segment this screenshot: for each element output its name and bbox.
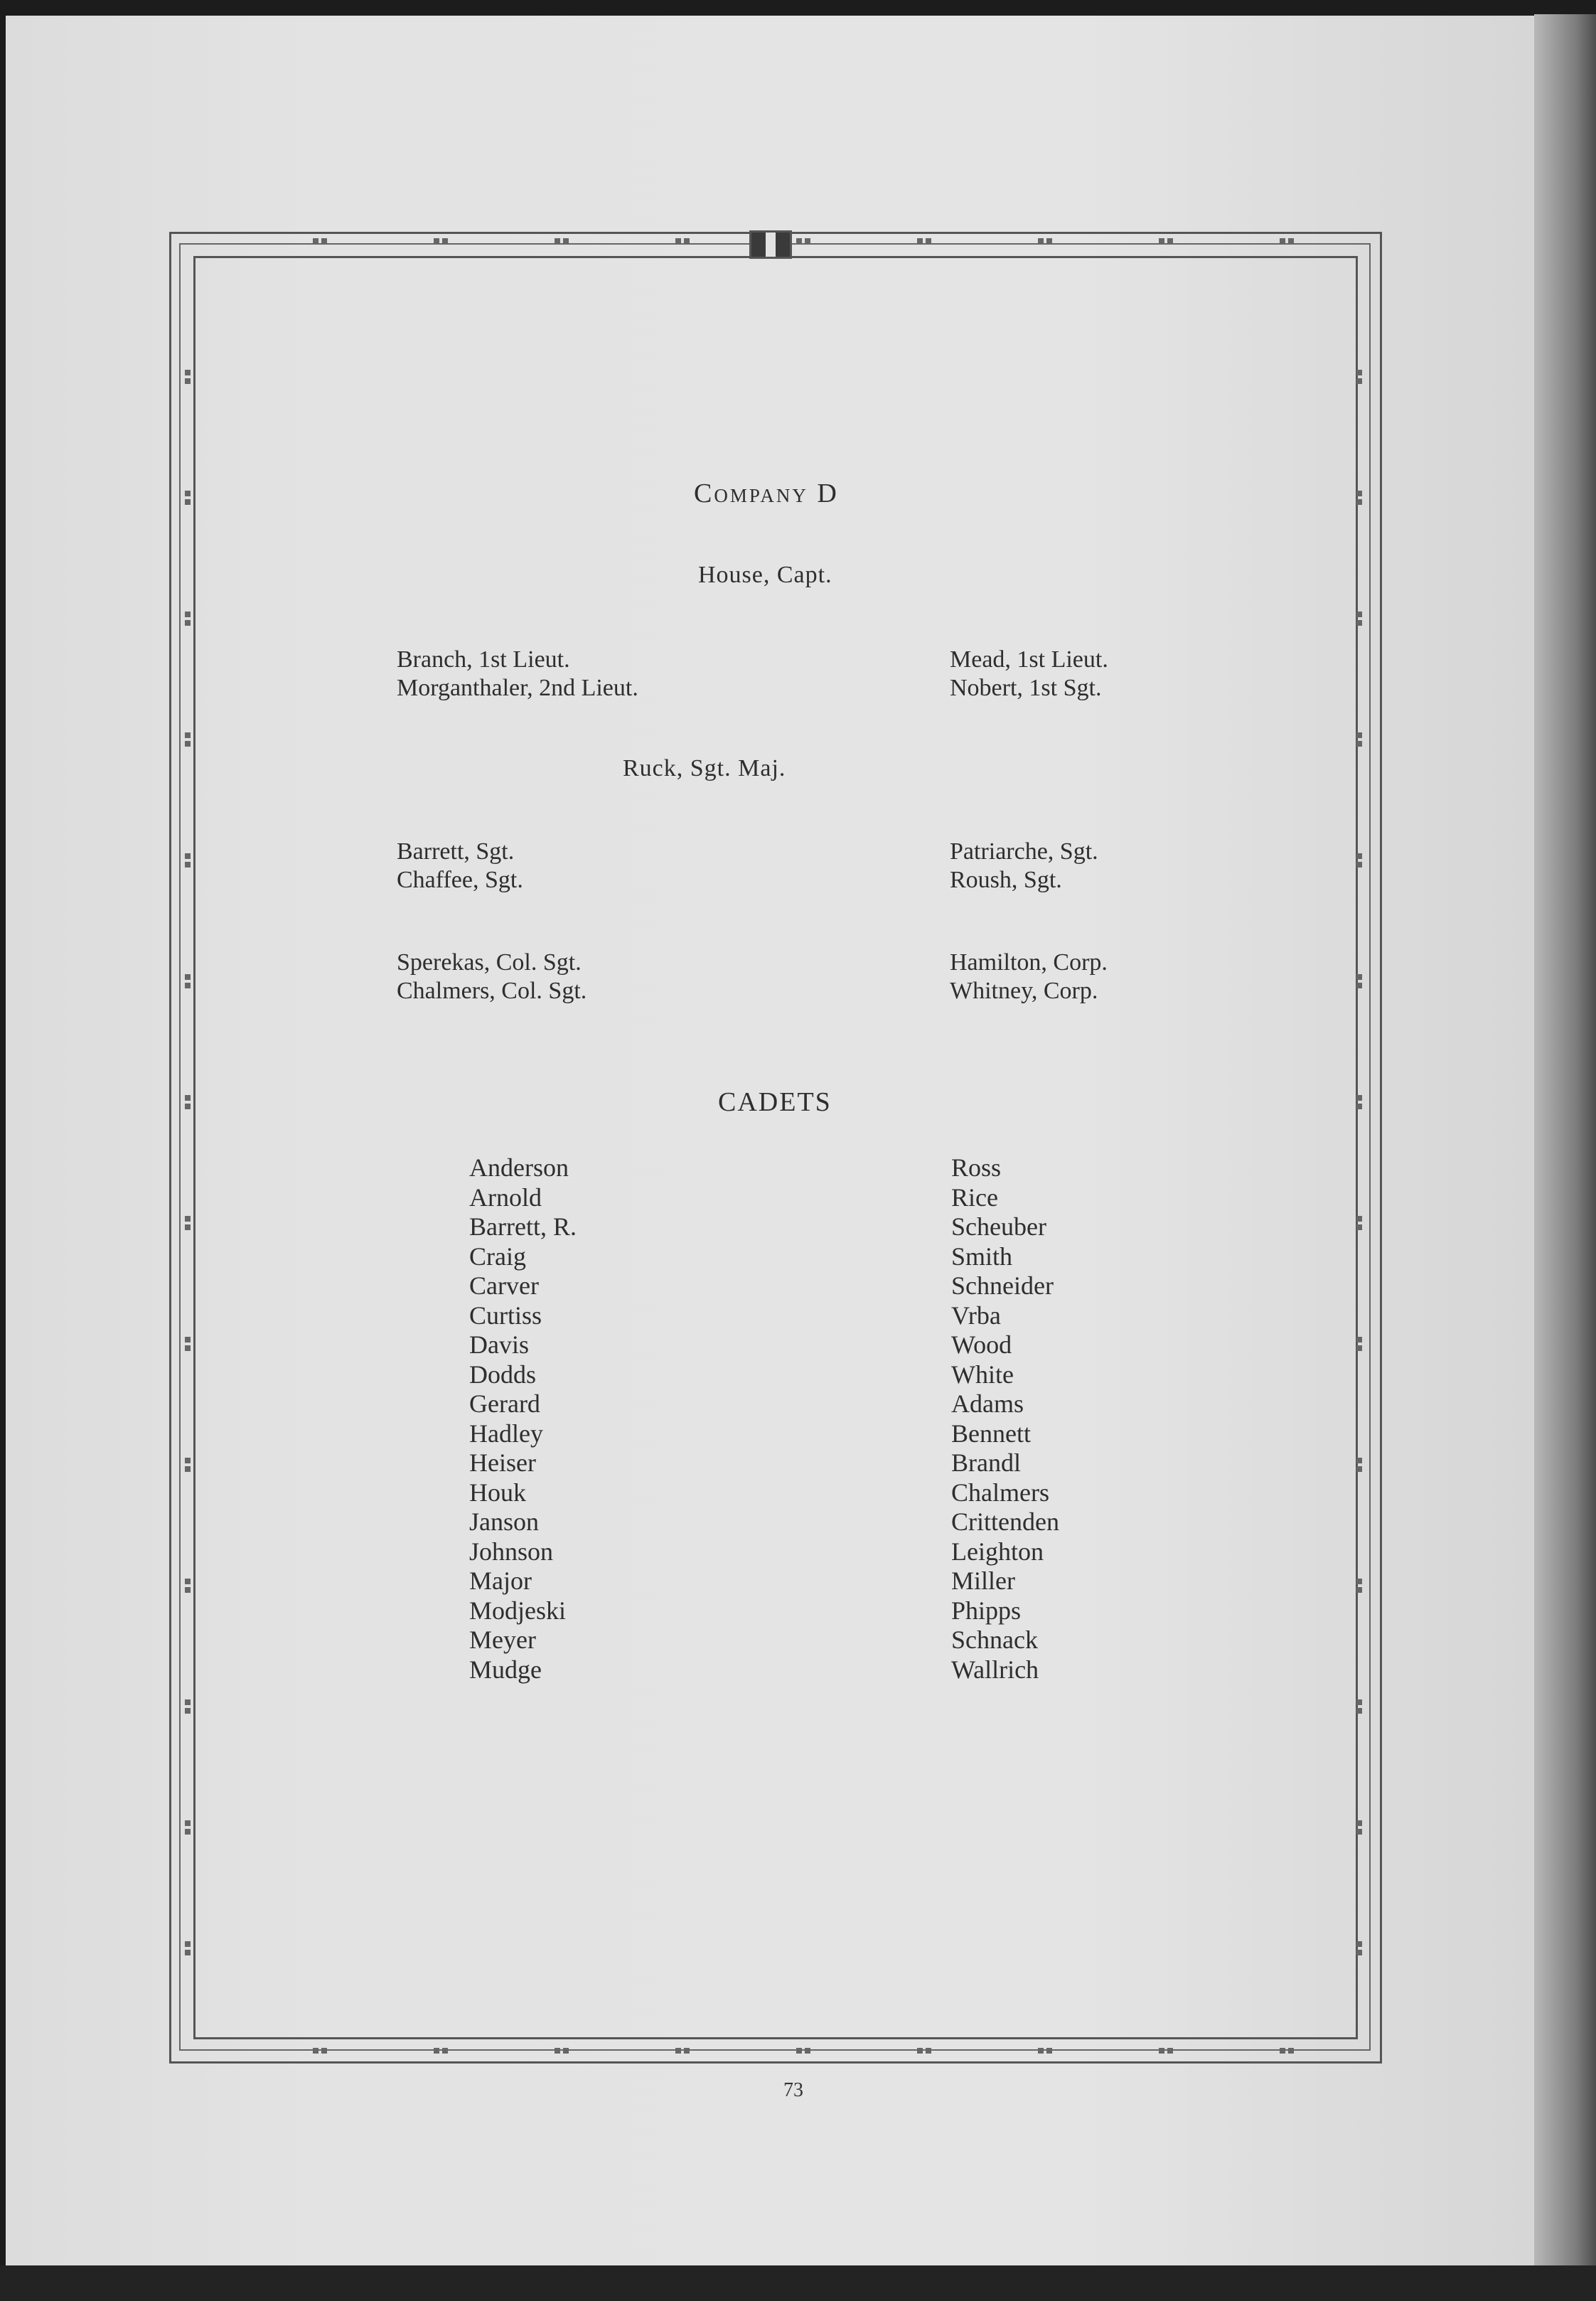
border-center-ornament [749, 230, 792, 259]
cadet-name: Mudge [469, 1655, 542, 1684]
sergeant-entry: Barrett, Sgt. [397, 838, 515, 865]
cadet-name: Dodds [469, 1360, 537, 1389]
company-title [694, 478, 839, 509]
sergeants-left [397, 838, 523, 895]
corporal-entry: Hamilton, Corp. [950, 949, 1108, 976]
cadet-name: Chalmers [951, 1478, 1049, 1507]
color-sergeant-entry: Sperekas, Col. Sgt. [397, 949, 582, 976]
officer-entry: Morganthaler, 2nd Lieut. [397, 675, 638, 701]
sergeant-entry: Patriarche, Sgt. [950, 838, 1098, 865]
cadet-name: Wallrich [951, 1655, 1039, 1684]
cadets-heading: CADETS [718, 1087, 832, 1117]
cadet-name: Miller [951, 1566, 1015, 1595]
cadet-name: Gerard [469, 1389, 540, 1418]
sergeant-entry: Chaffee, Sgt. [397, 867, 523, 893]
cadet-name: Janson [469, 1507, 539, 1536]
officer-entry: Branch, 1st Lieut. [397, 646, 570, 673]
cadet-name: Scheuber [951, 1212, 1046, 1241]
cadet-name: Heiser [469, 1448, 536, 1477]
corporal-entry: Whitney, Corp. [950, 978, 1098, 1004]
border-ornament-bottom [213, 2048, 1337, 2054]
cadet-name: Bennett [951, 1419, 1031, 1448]
cadet-name: Major [469, 1566, 532, 1595]
captain: House, Capt. [698, 562, 832, 588]
cadet-name: Hadley [469, 1419, 543, 1448]
cadet-name: Vrba [951, 1301, 1001, 1330]
sergeants-right [950, 838, 1098, 895]
sergeant-entry: Roush, Sgt. [950, 867, 1062, 893]
cadet-name: Craig [469, 1242, 526, 1271]
cadet-name: Johnson [469, 1537, 554, 1566]
corporals-right [950, 949, 1108, 1005]
officer-entry: Nobert, 1st Sgt. [950, 675, 1102, 701]
cadet-name: Arnold [469, 1182, 542, 1212]
cadet-name: Rice [951, 1182, 998, 1212]
cadets-left-column [469, 1153, 577, 1685]
cadet-name: Curtiss [469, 1301, 542, 1330]
cadet-name: Leighton [951, 1537, 1044, 1566]
border-ornament-right [1356, 270, 1362, 2034]
cadets-right-column [951, 1153, 1059, 1685]
cadet-name: Davis [469, 1330, 529, 1359]
cadet-name: Anderson [469, 1153, 569, 1182]
cadet-name: Crittenden [951, 1507, 1059, 1536]
cadet-name: Modjeski [469, 1596, 567, 1625]
cadet-name: White [951, 1360, 1014, 1389]
cadet-name: Barrett, R. [469, 1212, 577, 1241]
cadet-name: Ross [951, 1153, 1002, 1182]
cadet-name: Smith [951, 1242, 1013, 1271]
border-ornament-left [185, 270, 191, 2034]
officers-right [950, 646, 1108, 703]
cadet-name: Schneider [951, 1271, 1054, 1300]
scan-edge [0, 2265, 1596, 2301]
officer-entry: Mead, 1st Lieut. [950, 646, 1108, 673]
cadet-name: Phipps [951, 1596, 1022, 1625]
cadet-name: Adams [951, 1389, 1024, 1418]
cadet-name: Schnack [951, 1625, 1038, 1654]
cadet-name: Carver [469, 1271, 539, 1300]
cadet-name: Meyer [469, 1625, 536, 1654]
book-gutter [1534, 14, 1596, 2268]
page-number: 73 [783, 2079, 803, 2101]
sergeant-major: Ruck, Sgt. Maj. [623, 755, 786, 781]
cadet-name: Wood [951, 1330, 1012, 1359]
color-sergeant-entry: Chalmers, Col. Sgt. [397, 978, 587, 1004]
company-title-text: Company D [694, 479, 839, 508]
color-sergeants-left [397, 949, 587, 1005]
cadet-name: Houk [469, 1478, 526, 1507]
ornamental-border-inner [193, 256, 1358, 2039]
cadet-name: Brandl [951, 1448, 1021, 1477]
officers-left [397, 646, 638, 703]
